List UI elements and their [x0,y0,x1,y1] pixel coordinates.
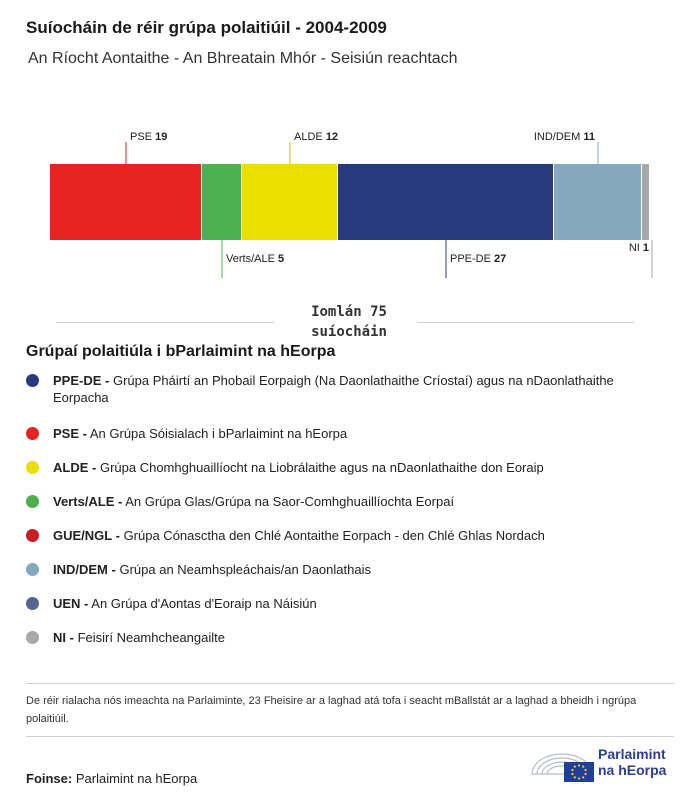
bar-data-label [450,253,506,265]
legend-group-name: Grúpa Pháirtí an Phobail Eorpaigh (Na Daonlathaithe Críostaí) agus na nDaonlathaithe Eorpacha [53,373,614,405]
bar-value-label: 27 [494,253,507,265]
source-text: Parlaimint na hEorpa [75,771,198,786]
legend-group-code: UEN - [53,596,89,611]
bar-segment [242,164,337,240]
chart-subtitle: An Ríocht Aontaithe - An Bhreatain Mhór - Seisiún reachtach [28,50,458,67]
legend-group-code: GUE/NGL - [53,528,120,543]
legend-group-code: PSE - [53,426,87,441]
total-seats-line1: Iomlán 75 [311,304,387,320]
bar-segment [202,164,241,240]
source-label: Foinse: [26,771,73,786]
legend-item [26,425,666,442]
seat-bar-chart [0,120,700,280]
bar-data-label [629,242,649,254]
legend-item [26,595,666,612]
bar-segment [50,164,201,240]
legend-group-code: Verts/ALE - [53,494,123,509]
bar-category-label: IND/DEM [533,131,581,143]
european-parliament-logo [530,744,680,788]
legend-color-dot [26,631,39,644]
chart-title: Suíocháin de réir grúpa polaitiúil - 2004-2009 [26,18,387,37]
bar-category-label: Verts/ALE [226,253,275,265]
note-divider-top [26,683,674,684]
legend-title: Grúpaí polaitiúla i bParlaimint na hEorpa [26,343,336,360]
total-seats-line2: suíocháin [311,324,387,340]
bar-data-label [130,131,167,143]
logo-line1: Parlaimint [598,746,666,762]
bar-value-label: 5 [277,253,285,265]
legend-group-code: PPE-DE - [53,373,110,388]
legend-item [26,561,666,578]
bar-segment [642,164,649,240]
legend-color-dot [26,597,39,610]
legend-group-name: Grúpa Chomhghuaillíocht na Liobrálaithe agus na nDaonlathaithe don Eoraip [99,460,544,475]
legend-color-dot [26,427,39,440]
legend-color-dot [26,563,39,576]
legend-group-name: Grúpa an Neamhspleáchais/an Daonlathais [119,562,371,577]
bar-value-label: 1 [642,242,649,254]
legend-color-dot [26,461,39,474]
bar-segment [554,164,641,240]
legend-group-name: An Grúpa Sóisialach i bParlaimint na hEorpa [89,426,348,441]
legend-item [26,629,666,646]
legend-group-name: An Grúpa d'Aontas d'Eoraip na Náisiún [91,596,317,611]
total-divider-right [418,322,634,323]
legend-group-code: ALDE - [53,460,97,475]
footnote: De réir rialacha nós imeachta na Parlaiminte, 23 Fheisire ar a laghad atá tofa i seacht mBallstát ar a laghad a bheidh i ngrúpa polaitiúil. [26,695,637,725]
total-divider-left [56,322,274,323]
legend-item [26,527,666,544]
legend-color-dot [26,529,39,542]
bar-category-label: PSE [130,131,153,143]
legend-group-code: IND/DEM - [53,562,116,577]
bar-segment [338,164,553,240]
legend-color-dot [26,374,39,387]
legend-color-dot [26,495,39,508]
bar-category-label: NI [628,242,640,254]
legend-group-name: Feisirí Neamhcheangailte [77,630,225,645]
legend-item [26,372,666,406]
bar-value-label: 19 [155,131,168,143]
legend-group-name: An Grúpa Glas/Grúpa na Saor-Comhghuaillíochta Eorpaí [125,494,455,509]
legend-list [26,372,666,663]
bar-category-label: ALDE [294,131,323,143]
logo-text [598,746,666,778]
legend-group-code: NI - [53,630,74,645]
bar-category-label: PPE-DE [450,253,491,265]
bar-value-label: 11 [583,131,595,143]
source-line [26,771,197,786]
legend-item [26,493,666,510]
bar-value-label: 12 [325,131,339,143]
total-seats [290,302,408,342]
logo-line2: na hEorpa [598,762,667,778]
bar-data-label [294,131,338,143]
legend-item [26,459,666,476]
legend-group-name: Grúpa Cónasctha den Chlé Aontaithe Eorpach - den Chlé Ghlas Nordach [123,528,545,543]
bar-data-label [226,253,284,265]
note-divider-bottom [26,736,674,737]
bar-data-label [534,131,595,143]
